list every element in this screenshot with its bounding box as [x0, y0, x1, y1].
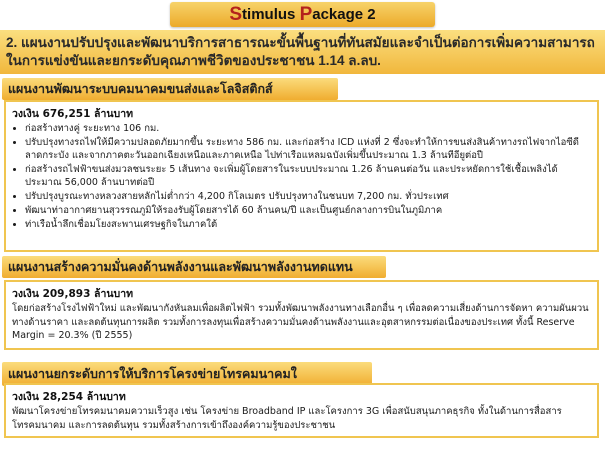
section1-bullet-list	[12, 122, 591, 231]
section3-amount: วงเงิน 28,254 ล้านบาท	[12, 391, 126, 403]
section3-title: แผนงานยกระดับการให้บริการโครงข่ายโทรคมนาคมใ	[8, 367, 297, 381]
heading-banner	[0, 30, 605, 74]
section1-amount: วงเงิน 676,251 ล้านบาท	[12, 108, 134, 120]
list-item: • ก่อสร้างทางคู่ ระยะทาง 106 กม.	[25, 122, 591, 135]
title-letter-p: P	[299, 3, 313, 25]
section1-panel	[4, 100, 599, 252]
list-item: • ก่อสร้างรถไฟฟ้าขนส่งมวลชนระยะ 5 เส้นทาง จะเพิ่มผู้โดยสารในระบบประมาณ 1.26 ล้านคนต่อวัน และประหยัดการใช้เชื้อเพลิงได้ประมาณ 56,000 ล้านบาทต่อปี	[25, 163, 591, 189]
list-item: • ปรับปรุงบูรณะทางหลวงสายหลักไม่ต่ำกว่า 4,200 กิโลเมตร ปรับปรุงทางในชนบท 7,200 กม. ทั่วประเทศ	[25, 190, 591, 203]
list-item: • ปรับปรุงทางรถไฟให้มีความปลอดภัยมากขึ้น ระยะทาง 586 กม. และก่อสร้าง ICD แห่งที่ 2 ซึ่งจะทำให้การขนส่งสินค้าทางรถไฟจากไอซีดีลาดกระบัง และจากภาคตะวันออกเฉียงเหนือและภาคเหนือ ไปท่าเรือแหลมฉบังเพิ่มขึ้นประมาณ 1.3 ล้านทีอียูต่อปี	[25, 136, 591, 162]
section2-tab	[2, 256, 386, 278]
title-letter-s: S	[229, 3, 243, 25]
list-item: • พัฒนาท่าอากาศยานสุวรรณภูมิให้รองรับผู้โดยสารได้ 60 ล้านคน/ปี และเป็นศูนย์กลางการบินในภูมิภาค	[25, 204, 591, 217]
section2-amount: วงเงิน 209,893 ล้านบาท	[12, 288, 134, 300]
section2-panel	[4, 280, 599, 350]
title-word-1: timulus	[242, 6, 300, 23]
slide-title	[170, 2, 435, 27]
section1-title: แผนงานพัฒนาระบบคมนาคมขนส่งและโลจิสติกส์	[8, 82, 273, 96]
section2-title: แผนงานสร้างความมั่นคงด้านพลังงานและพัฒนาพลังงานทดแทน	[8, 260, 353, 274]
heading-text: 2. แผนงานปรับปรุงและพัฒนาบริการสาธารณะขั้นพื้นฐานที่ทันสมัยและจำเป็นต่อการเพิ่มความสามารถในการแข่งขันและยกระดับคุณภาพชีวิตของประชาชน 1.14 ล.ลบ.	[6, 35, 595, 68]
list-item: • ท่าเรือน้ำลึกเชื่อมโยงสะพานเศรษฐกิจในภาคใต้	[25, 218, 591, 231]
section3-text: พัฒนาโครงข่ายโทรคมนาคมความเร็วสูง เช่น โครงข่าย Broadband IP และโครงการ 3G เพื่อสนับสนุนภาคธุรกิจ ทั้งในด้านการสื่อสารโทรคมนาคม และการลดต้นทุน รวมทั้งสร้างการเข้าถึงองค์ความรู้ของประชาชน	[12, 406, 562, 431]
section1-tab	[2, 78, 338, 100]
title-word-2: ackage 2	[312, 6, 376, 23]
section2-text: โดยก่อสร้างโรงไฟฟ้าใหม่ และพัฒนากังหันลมเพื่อผลิตไฟฟ้า รวมทั้งพัฒนาพลังงานทางเลือกอื่น ๆ เพื่อลดความเสี่ยงด้านการจัดหา ความผันผวนทางด้านราคา และลดต้นทุนการผลิต รวมทั้งการลงทุนเพื่อสร้างความมั่นคงด้านพลังงานและอุตสาหกรรมต่อเนื่องของประเทศ ทั้งนี้ Reserve Margin = 20.3% (ปี 2555)	[12, 303, 589, 341]
section3-panel	[4, 383, 599, 438]
